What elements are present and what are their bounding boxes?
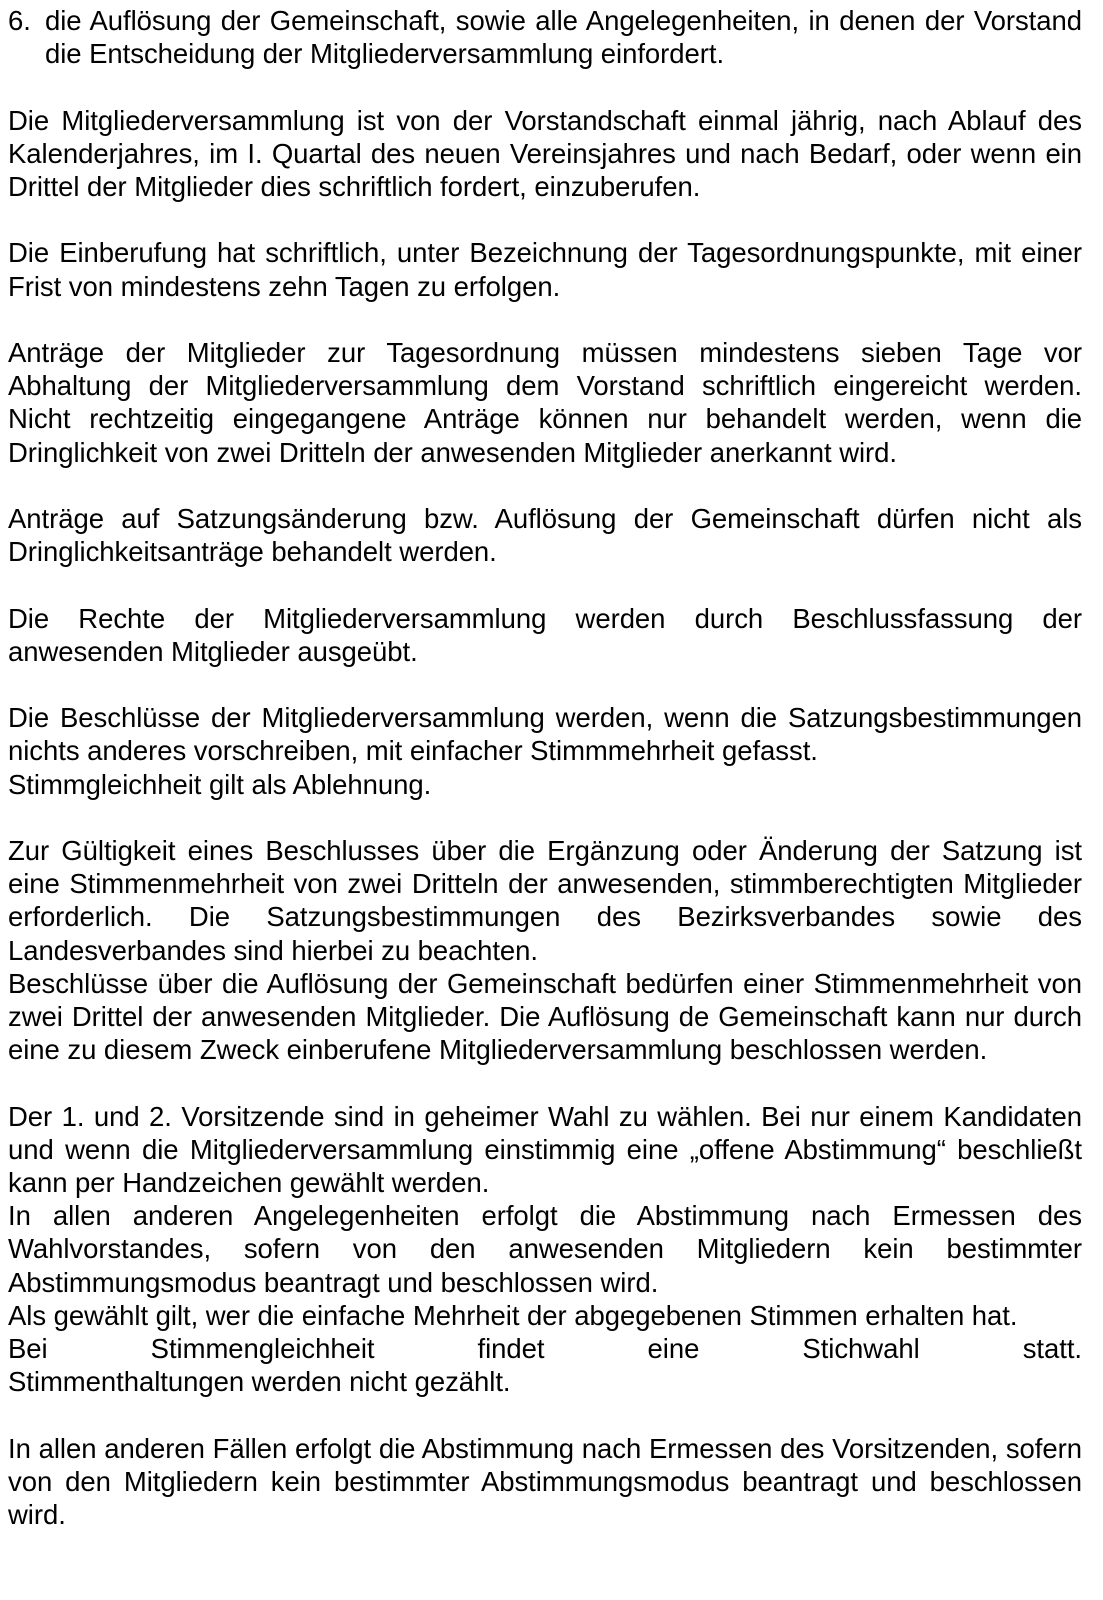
paragraph: Der 1. und 2. Vorsitzende sind in geheimer Wahl zu wählen. Bei nur einem Kandidaten und wenn die Mitgliederversammlung einstimmig eine „offene Abstimmung“ beschließt kann per Handzeichen gewählt werden. bbox=[8, 1100, 1082, 1198]
paragraph: Als gewählt gilt, wer die einfache Mehrheit der abgegebenen Stimmen erhalten hat. bbox=[8, 1299, 1018, 1331]
paragraph-spacer bbox=[8, 801, 1082, 834]
paragraph: Die Beschlüsse der Mitgliederversammlung werden, wenn die Satzungsbestimmungen nichts anderes vorschreiben, mit einfacher Stimmmehrheit gefasst. bbox=[8, 702, 1082, 767]
list-item-text: die Auflösung der Gemeinschaft, sowie alle Angelegenheiten, in denen der Vorstand die Entscheidung der Mitgliederversammlung einfordert. bbox=[45, 5, 1082, 70]
paragraph-spacer bbox=[8, 203, 1082, 236]
paragraph: Die Einberufung hat schriftlich, unter Bezeichnung der Tagesordnungspunkte, mit einer Frist von mindestens zehn Tagen zu erfolgen. bbox=[8, 237, 1082, 302]
paragraph: Bei Stimmengleichheit findet eine Stichwahl statt. bbox=[8, 1333, 1082, 1364]
list-item bbox=[8, 4, 1082, 70]
paragraph-spacer bbox=[8, 568, 1082, 601]
paragraph-spacer bbox=[8, 469, 1082, 502]
paragraph: Zur Gültigkeit eines Beschlusses über die Ergänzung oder Änderung der Satzung ist eine Stimmenmehrheit von zwei Dritteln der anwesenden, stimmberechtigten Mitglieder erforderlich. Die Satzungsbestimmungen des Bezirksverbandes sowie des Landesverbandes sind hierbei zu beachten. bbox=[8, 834, 1082, 966]
paragraph: Die Mitgliederversammlung ist von der Vorstandschaft einmal jährig, nach Ablauf des Kalenderjahres, im I. Quartal des neuen Vereinsjahres und nach Bedarf, oder wenn ein Drittel der Mitglieder dies schriftlich fordert, einzuberufen. bbox=[8, 104, 1082, 202]
list-item-marker: 6. bbox=[8, 5, 31, 36]
paragraph-spacer bbox=[8, 303, 1082, 336]
paragraph-spacer bbox=[8, 70, 1082, 103]
paragraph-spacer bbox=[8, 668, 1082, 701]
paragraph-spacer bbox=[8, 1066, 1082, 1099]
paragraph: Anträge auf Satzungsänderung bzw. Auflösung der Gemeinschaft dürfen nicht als Dringlichkeitsanträge behandelt werden. bbox=[8, 502, 1082, 568]
document-body bbox=[8, 4, 1082, 1531]
paragraph: Stimmenthaltungen werden nicht gezählt. bbox=[8, 1366, 511, 1398]
paragraph: In allen anderen Fällen erfolgt die Abstimmung nach Ermessen des Vorsitzenden, sofern von den Mitgliedern kein bestimmter Abstimmungsmodus beantragt und beschlossen wird. bbox=[8, 1432, 1082, 1530]
paragraph: Anträge der Mitglieder zur Tagesordnung müssen mindestens sieben Tage vor Abhaltung der Mitgliederversammlung dem Vorstand schriftlich eingereicht werden. Nicht rechtzeitig eingegangene Anträge können nur behandelt werden, wenn die Dringlichkeit von zwei Dritteln der anwesenden Mitglieder anerkannt wird. bbox=[8, 336, 1082, 468]
paragraph: Die Rechte der Mitgliederversammlung werden durch Beschlussfassung der anwesenden Mitglieder ausgeübt. bbox=[8, 602, 1082, 667]
paragraph: Beschlüsse über die Auflösung der Gemeinschaft bedürfen einer Stimmenmehrheit von zwei Drittel der anwesenden Mitglieder. Die Auflösung de Gemeinschaft kann nur durch eine zu diesem Zweck einberufene Mitgliederversammlung beschlossen werden. bbox=[8, 967, 1082, 1066]
paragraph-spacer bbox=[8, 1398, 1082, 1431]
paragraph: In allen anderen Angelegenheiten erfolgt die Abstimmung nach Ermessen des Wahlvorstandes, sofern von den anwesenden Mitgliedern kein bestimmter Abstimmungsmodus beantragt und beschlossen wird. bbox=[8, 1200, 1082, 1298]
paragraph: Stimmgleichheit gilt als Ablehnung. bbox=[8, 768, 432, 800]
